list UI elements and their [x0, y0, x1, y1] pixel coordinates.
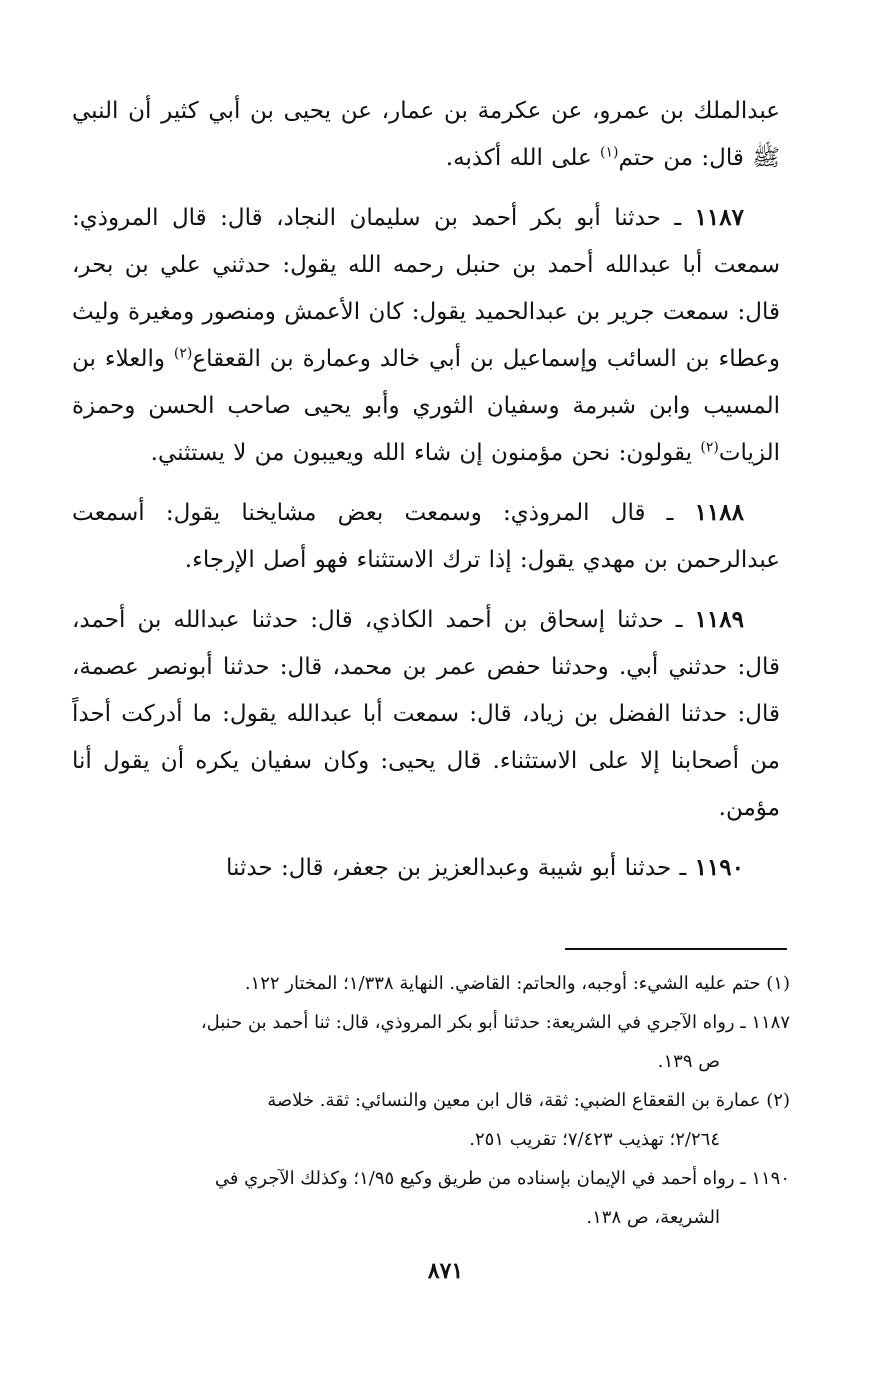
paragraph-text: ـ حدثنا إسحاق بن أحمد الكاذي، قال: حدثنا عبدالله بن أحمد، قال: حدثني أبي. وحدثنا حفص عمر بن محمد، قال: حدثنا أبونصر عصمة، قال: حدثنا الفضل بن زياد، قال: سمعت أبا عبدالله يقول: ما أدركت أحداً من أصحابنا إلا على الاستثناء. قال يحيى: وكان سفيان يكره أن يقول أنا مؤمن. — [72, 607, 780, 821]
footnote-ref: (٢) — [173, 345, 193, 362]
paragraph-text: ـ حدثنا أبو بكر أحمد بن سليمان النجاد، قال: قال المروذي: سمعت أبا عبدالله أحمد بن حنبل رحمه الله يقول: حدثني علي بن بحر، قال: سمعت جرير بن عبدالحميد يقول: كان الأعمش ومنصور ومغيرة وليث وعطاء بن السائب وإسماعيل بن أبي خالد وعمارة بن القعقاع — [72, 205, 781, 372]
footnote-ref: (٢) — [700, 439, 719, 456]
paragraph-1189 — [72, 596, 780, 832]
paragraph-1187 — [72, 194, 780, 477]
paragraph-text: ـ حدثنا أبو شيبة وعبدالعزيز بن جعفر، قال: حدثنا — [226, 855, 695, 881]
footnote-text: ١١٨٧ ـ رواه الآجري في الشريعة: حدثنا أبو بكر المروذي، قال: ثنا أحمد بن حنبل، — [200, 1012, 790, 1033]
footnote-text: ١١٩٠ ـ رواه أحمد في الإيمان بإسناده من طريق وكيع ١/٩٥؛ وكذلك الآجري في — [214, 1168, 790, 1189]
footnote-text-continuation: الشريعة، ص ١٣٨. — [586, 1207, 720, 1228]
paragraph-continuation — [72, 88, 780, 182]
footnote-1 — [72, 964, 790, 1003]
main-text — [72, 88, 780, 904]
footnote-text-continuation: ص ١٣٩. — [657, 1051, 720, 1072]
footnote-text: (٢) عمارة بن القعقاع الضبي: ثقة، قال ابن معين والنسائي: ثقة. خلاصة — [267, 1090, 790, 1111]
paragraph-1188 — [72, 489, 780, 584]
footnote-1187 — [72, 1003, 790, 1081]
paragraph-text: يقولون: نحن مؤمنون إن شاء الله ويعيبون من لا يستثني. — [150, 440, 701, 466]
hadith-number: ١١٩٠ — [694, 854, 744, 881]
footnote-text: (١) حتم عليه الشيء: أوجبه، والحاتم: القاضي. النهاية ١/٣٣٨؛ المختار ١٢٢. — [244, 973, 790, 994]
paragraph-1190 — [72, 844, 780, 892]
page-number: ٨٧١ — [427, 1258, 464, 1284]
hadith-number: ١١٨٩ — [694, 606, 744, 633]
footnote-ref: (١) — [600, 144, 619, 161]
paragraph-text: عبدالملك بن عمرو، عن عكرمة بن عمار، عن يحيى بن أبي كثير أن النبي ﷺ قال: من حتم — [72, 98, 780, 171]
hadith-number: ١١٨٨ — [694, 499, 744, 526]
footnote-1190 — [72, 1159, 790, 1237]
paragraph-text-tail: على الله أكذبه. — [445, 145, 601, 171]
paragraph-text: والعلاء بن المسيب وابن شبرمة وسفيان الثوري وأبو يحيى صاحب الحسن وحمزة الزيات — [72, 346, 780, 466]
footnotes — [72, 964, 790, 1237]
hadith-number: ١١٨٧ — [694, 204, 744, 231]
paragraph-text: ـ قال المروذي: وسمعت بعض مشايخنا يقول: أسمعت عبدالرحمن بن مهدي يقول: إذا ترك الاستثناء فهو أصل الإرجاء. — [72, 500, 780, 573]
footnote-2 — [72, 1081, 790, 1159]
footnote-text-continuation: ٢/٢٦٤؛ تهذيب ٧/٤٢٣؛ تقريب ٢٥١. — [469, 1129, 720, 1150]
footnote-divider — [565, 948, 787, 950]
